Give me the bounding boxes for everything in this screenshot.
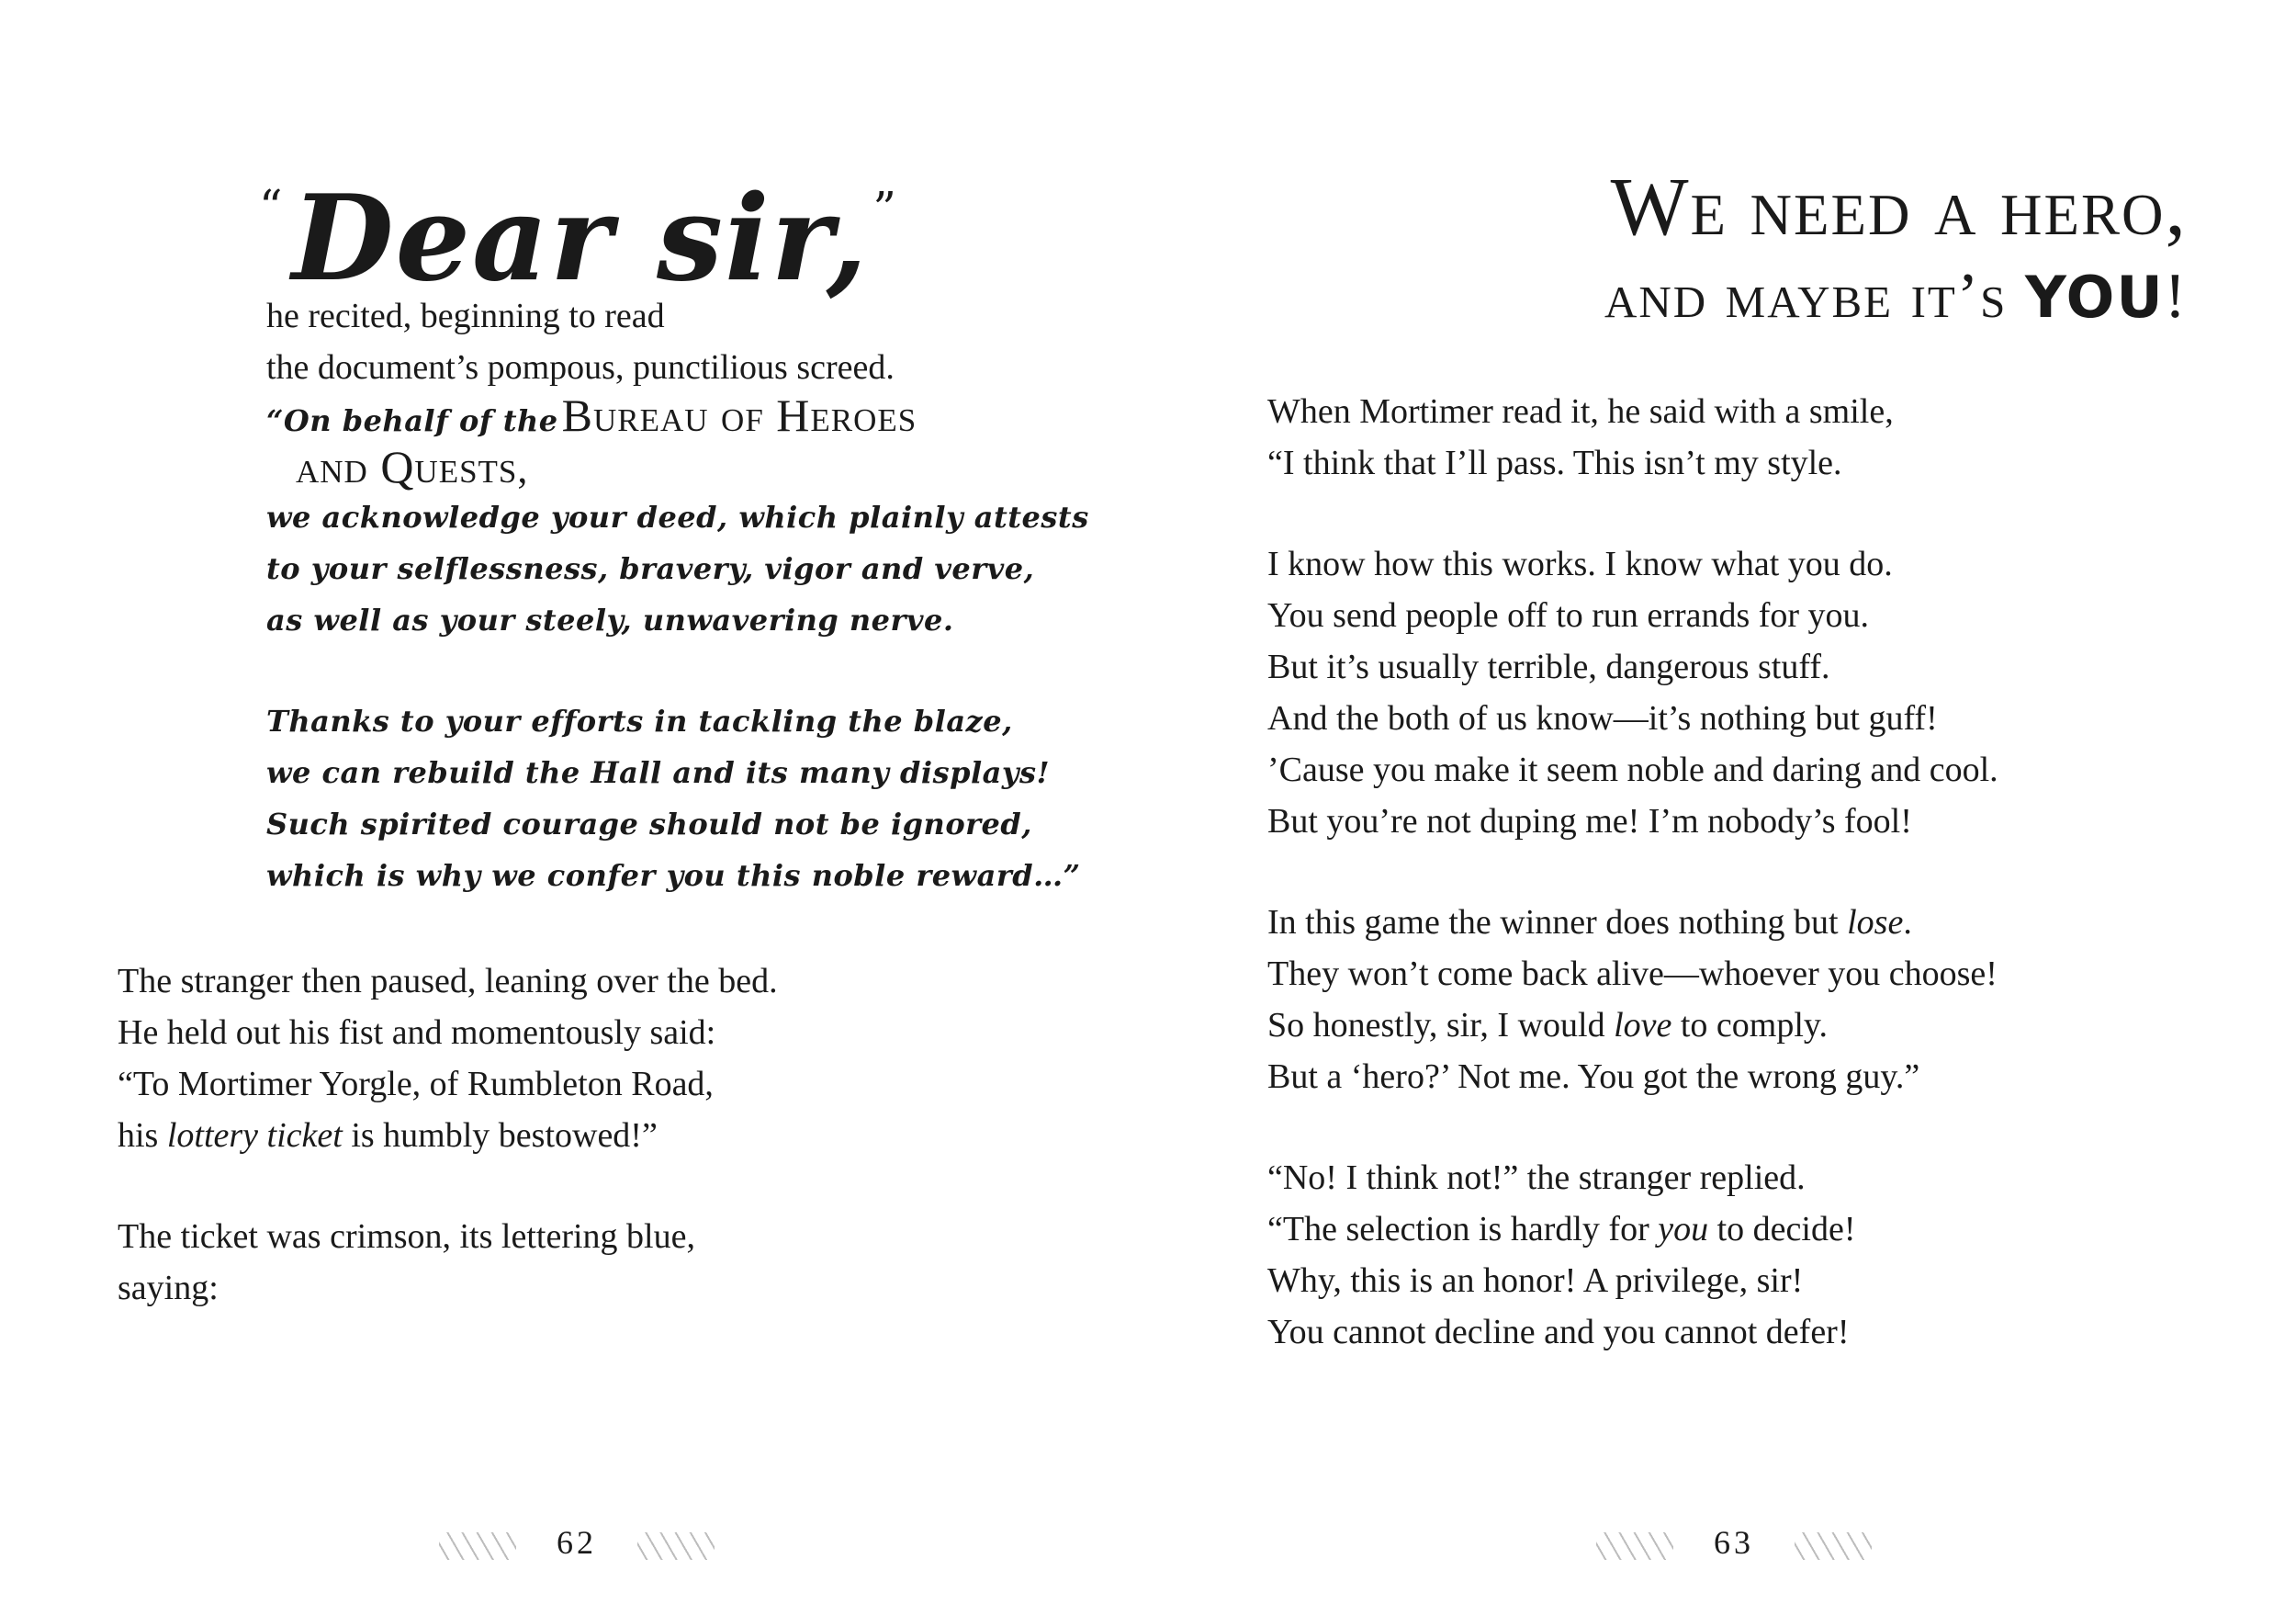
hatch-ornament <box>637 1532 715 1560</box>
letter-line: we acknowledge your deed, which plainly attests <box>266 500 1089 535</box>
letter-line: Thanks to your efforts in tackling the blaze, <box>266 704 1013 739</box>
verse-line: I know how this works. I know what you do. <box>1267 545 1893 583</box>
verse-line: saying: <box>118 1269 219 1307</box>
verse-italic: love <box>1614 1006 1672 1045</box>
title-text: and maybe it’s <box>1604 261 2025 332</box>
letter-line: to your selflessness, bravery, vigor and verve, <box>266 551 1035 586</box>
verse-line: Why, this is an honor! A privilege, sir! <box>1267 1261 1804 1300</box>
verse-text: his <box>118 1116 167 1155</box>
verse-line: But a ‘hero?’ Not me. You got the wrong guy.” <box>1267 1057 1920 1096</box>
verse-text: to decide! <box>1708 1210 1856 1248</box>
bureau-line-2 <box>296 441 527 504</box>
verse-line: But it’s usually terrible, dangerous stuff. <box>1267 648 1830 686</box>
hatch-ornament <box>1795 1532 1872 1560</box>
hatch-ornament <box>439 1532 516 1560</box>
salutation-open-quote: “ <box>259 180 285 233</box>
verse-line <box>1267 897 1912 948</box>
verse-text: to comply. <box>1671 1006 1828 1045</box>
letter-line: we can rebuild the Hall and its many displays! <box>266 755 1050 790</box>
right-page <box>1148 0 2296 1604</box>
verse-line: “No! I think not!” the stranger replied. <box>1267 1158 1806 1197</box>
verse-text: is humbly bestowed!” <box>342 1116 658 1155</box>
hatch-ornament <box>1596 1532 1673 1560</box>
chapter-title-line-2 <box>1604 259 2188 335</box>
verse-line: The ticket was crimson, its lettering blue, <box>118 1217 695 1256</box>
verse-text: “The selection is hardly for <box>1267 1210 1659 1248</box>
verse-line: The stranger then paused, leaning over the bed. <box>118 962 778 1000</box>
page-number-left <box>439 1523 715 1562</box>
verse-line <box>1267 1000 1828 1051</box>
verse-line: But you’re not duping me! I’m nobody’s fool! <box>1267 802 1912 841</box>
verse-line: And the both of us know—it’s nothing but guff! <box>1267 699 1938 738</box>
page-number-text: 62 <box>557 1524 597 1561</box>
page-number-right <box>1596 1523 1872 1562</box>
page-number-text: 63 <box>1714 1524 1754 1561</box>
letter-line: which is why we confer you this noble reward…” <box>266 858 1081 893</box>
bureau-prefix: “On behalf of the <box>266 403 558 438</box>
letter-salutation <box>259 138 898 308</box>
verse-line <box>1267 1203 1856 1255</box>
salutation-text: Dear sir, <box>291 170 870 308</box>
verse-italic: lottery ticket <box>166 1116 343 1155</box>
letter-line: as well as your steely, unwavering nerve. <box>266 603 954 638</box>
verse-text: In this game the winner does nothing but <box>1267 903 1848 942</box>
verse-text: So honestly, sir, I would <box>1267 1006 1615 1045</box>
bureau-suffix: , <box>517 446 528 491</box>
intro-line-2: the document’s pompous, punctilious screed. <box>266 348 895 387</box>
verse-line: “To Mortimer Yorgle, of Rumbleton Road, <box>118 1065 714 1103</box>
chapter-title-line-1: We need a hero, <box>1610 162 2188 253</box>
verse-line: When Mortimer read it, he said with a smile, <box>1267 392 1894 431</box>
title-bold-text: YOU <box>2024 264 2165 331</box>
intro-line-1: he recited, beginning to read <box>266 297 665 335</box>
verse-line: You cannot decline and you cannot defer! <box>1267 1313 1850 1351</box>
verse-italic: lose <box>1847 903 1904 942</box>
letter-line: Such spirited courage should not be ignored, <box>266 807 1032 842</box>
bureau-name-2: and Quests <box>296 441 518 492</box>
verse-line: You send people off to run errands for you. <box>1267 596 1870 635</box>
verse-italic: you <box>1658 1210 1709 1248</box>
verse-line: He held out his fist and momentously said: <box>118 1013 716 1052</box>
verse-line: They won’t come back alive—whoever you choose! <box>1267 954 1998 993</box>
verse-text: . <box>1903 903 1912 942</box>
bureau-name-1: Bureau of Heroes <box>561 390 917 441</box>
title-text: ! <box>2164 261 2188 332</box>
verse-line <box>118 1110 658 1161</box>
salutation-close-quote: ” <box>872 182 898 235</box>
verse-line: ’Cause you make it seem noble and daring and cool. <box>1267 751 1998 789</box>
verse-line: “I think that I’ll pass. This isn’t my style. <box>1267 444 1842 482</box>
